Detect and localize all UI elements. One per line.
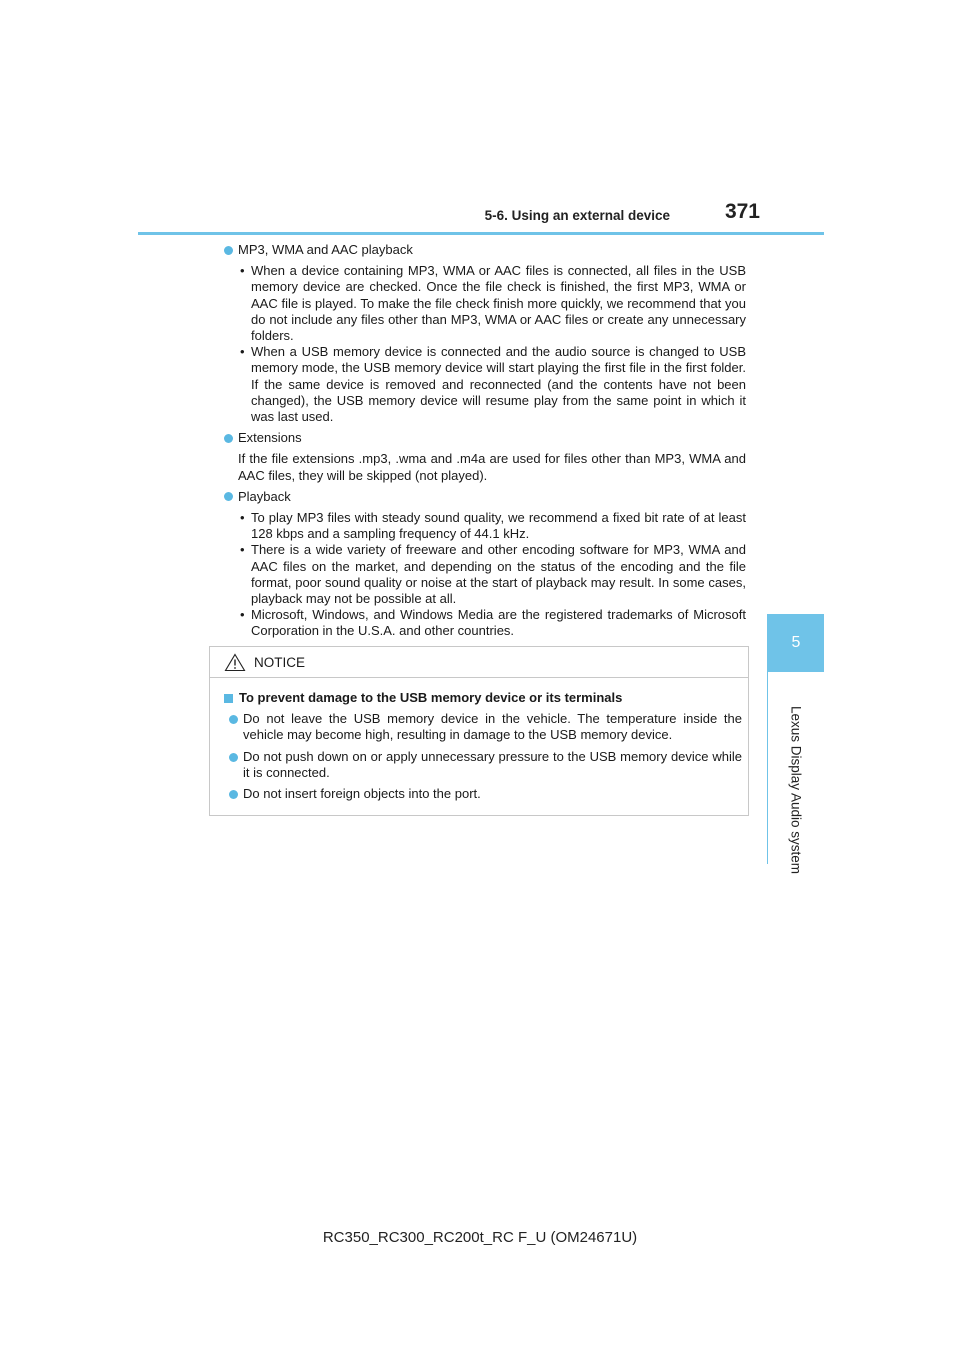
list-item: • When a device containing MP3, WMA or AAC files is connected, all files in the USB memory device are checked. Once the file check is finished, the first MP3, WMA or AAC file is played. To make the file check finish more quickly, we recommend that you do not include any files other than MP3, WMA or AAC files or create any unnecessary folders. [240, 263, 746, 344]
section-extensions [224, 430, 746, 484]
bullet-mark: • [240, 542, 245, 558]
list-item: • When a USB memory device is connected and the audio source is changed to USB memory mode, the USB memory device will start playing the first file in the first folder. If the same device is removed and reconnected (and the contents have not been changed), the USB memory device will resume play from the same point in which it was last used. [240, 344, 746, 425]
section-title: MP3, WMA and AAC playback [238, 242, 413, 257]
notice-body [210, 678, 748, 802]
notice-item: Do not insert foreign objects into the port. [224, 786, 742, 802]
page-number: 371 [724, 200, 760, 223]
section-mp3-playback [224, 242, 746, 425]
main-content [224, 242, 746, 645]
notice-label: NOTICE [254, 654, 306, 670]
section-title: Playback [238, 488, 291, 504]
bullet-dot-icon [224, 246, 233, 255]
notice-subtitle: To prevent damage to the USB memory device or its terminals [239, 690, 623, 705]
section-playback [224, 489, 746, 640]
bullet-dot-icon [224, 492, 233, 501]
footer-model-code: RC350_RC300_RC200t_RC F_U (OM24671U) [322, 1229, 638, 1246]
notice-box [209, 646, 749, 816]
header-rule [138, 232, 824, 235]
list-item: • To play MP3 files with steady sound quality, we recommend a fixed bit rate of at least 128 kbps and a sampling frequency of 44.1 kHz. [240, 510, 746, 542]
bullet-dot-icon [229, 753, 238, 762]
bullet-dot-icon [229, 715, 238, 724]
warning-triangle-icon [224, 653, 246, 672]
bullet-mark: • [240, 607, 245, 623]
notice-item: Do not push down on or apply unnecessary pressure to the USB memory device while it is connected. [224, 749, 742, 781]
bullet-dot-icon [229, 790, 238, 799]
chapter-tab: 5 [768, 614, 824, 672]
bullet-mark: • [240, 263, 245, 279]
list-item: • Microsoft, Windows, and Windows Media are the registered trademarks of Microsoft Corporation in the U.S.A. and other countries. [240, 607, 746, 639]
notice-header [210, 647, 748, 678]
section-title: Extensions [238, 430, 302, 446]
square-bullet-icon [224, 694, 233, 703]
section-text: If the file extensions .mp3, .wma and .m4a are used for files other than MP3, WMA and AAC files, they will be skipped (not played). [238, 451, 746, 483]
section-header: 5-6. Using an external device [484, 208, 670, 223]
bullet-dot-icon [224, 434, 233, 443]
notice-item: Do not leave the USB memory device in the vehicle. The temperature inside the vehicle may become high, resulting in damage to the USB memory device. [224, 711, 742, 743]
list-item: • There is a wide variety of freeware and other encoding software for MP3, WMA and AAC files on the market, and depending on the status of the encoding and the file format, poor sound quality or noise at the start of playback may result. In some cases, playback may not be possible at all. [240, 542, 746, 607]
bullet-mark: • [240, 510, 245, 526]
bullet-mark: • [240, 344, 245, 360]
chapter-title: Lexus Display Audio system [788, 705, 804, 875]
